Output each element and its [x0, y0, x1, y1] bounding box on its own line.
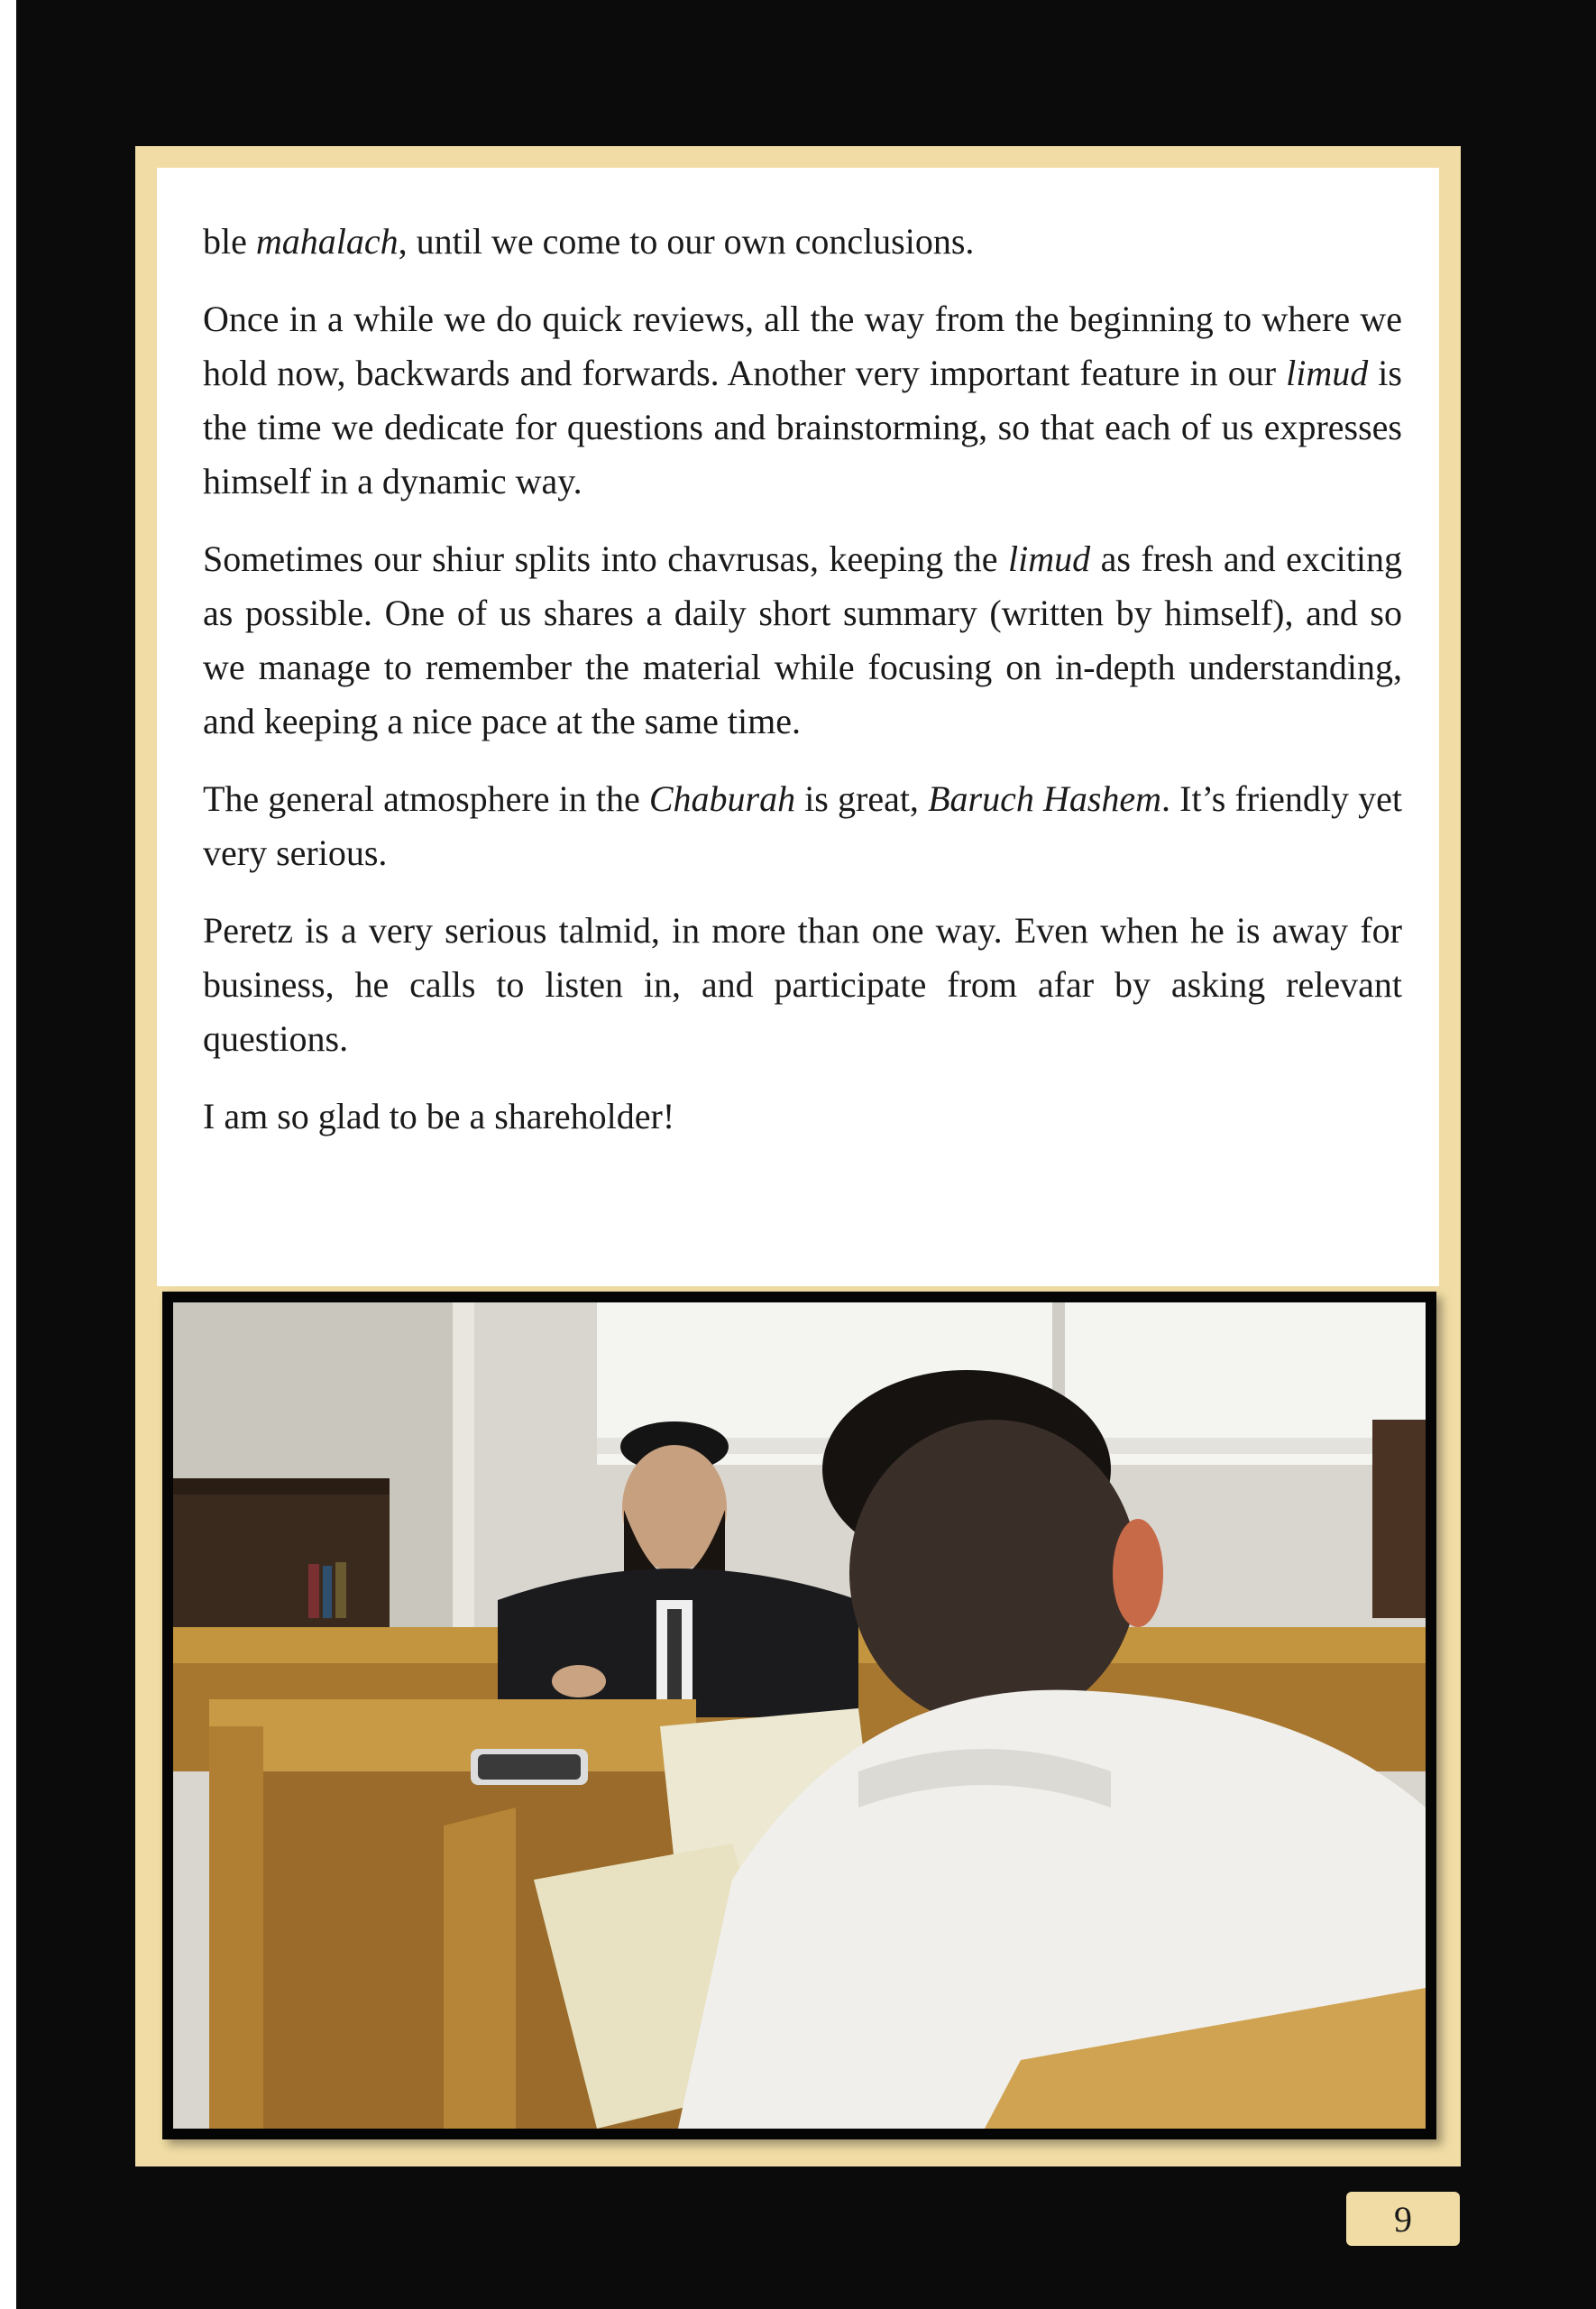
body-text [203, 215, 1402, 1167]
page-number: 9 [1346, 2192, 1460, 2246]
paragraph-6: I am so glad to be a shareholder! [203, 1096, 675, 1136]
paragraph-5: Peretz is a very serious talmid, in more than one way. Even when he is away for business, he calls to listen in, and participate from afar by asking relevant questions. [203, 910, 1402, 1059]
paragraph-1: ble mahalach, until we come to our own conclusions. [203, 221, 975, 262]
paragraph-3: Sometimes our shiur splits into chavrusas, keeping the limud as fresh and exciting as possible. One of us shares a daily short summary (written by himself), and so we manage to remember the material while focusing on in-depth understanding, and keeping a nice pace at the same time. [203, 538, 1403, 741]
paragraph-2: Once in a while we do quick reviews, all the way from the beginning to where we hold now, backwards and forwards. Another very important feature in our limud is the time we dedicate for questions and brainstorming, so that each of us expresses himself in a dynamic way. [203, 299, 1402, 501]
paragraph-4: The general atmosphere in the Chaburah is great, Baruch Hashem. It’s friendly yet very serious. [203, 778, 1402, 873]
study-photo [162, 1292, 1436, 2139]
study-photo-illustration [173, 1302, 1426, 2129]
